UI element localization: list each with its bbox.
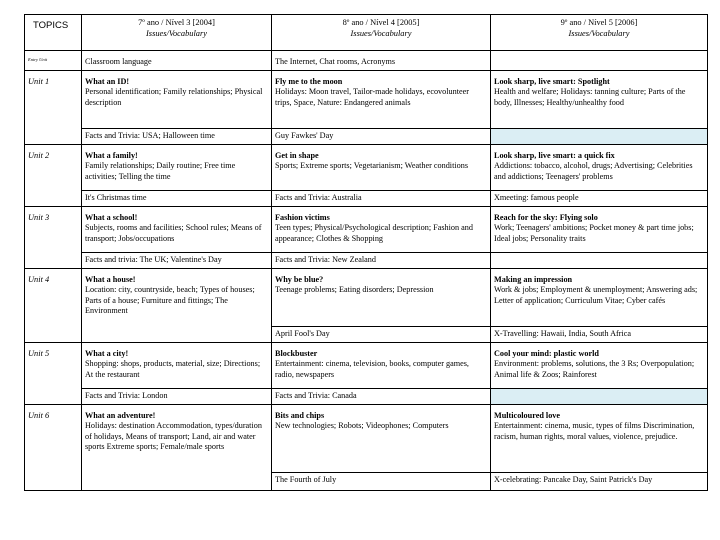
unit-1-facts-row bbox=[25, 128, 708, 144]
cell bbox=[491, 70, 708, 128]
facts-cell: Xmeeting: famous people bbox=[491, 190, 708, 206]
cell-title: What an adventure! bbox=[85, 410, 156, 420]
unit-2-facts-row bbox=[25, 190, 708, 206]
cell-title: Look sharp, live smart: a quick fix bbox=[494, 150, 615, 160]
row-label: Unit 1 bbox=[25, 70, 82, 144]
cell bbox=[82, 144, 272, 190]
row-label: Unit 4 bbox=[25, 268, 82, 342]
column-header-year9 bbox=[491, 15, 708, 51]
cell bbox=[272, 268, 491, 326]
cell-title: Making an impression bbox=[494, 274, 573, 284]
facts-cell: Facts and trivia: The UK; Valentine's Day bbox=[82, 252, 272, 268]
cell bbox=[491, 268, 708, 326]
row-label: Unit 3 bbox=[25, 206, 82, 268]
cell-title: Fashion victims bbox=[275, 212, 330, 222]
facts-cell: Facts and Trivia: London bbox=[82, 388, 272, 404]
cell-description: Teenage problems; Eating disorders; Depression bbox=[275, 285, 434, 294]
cell bbox=[82, 206, 272, 252]
entry-unit-row bbox=[25, 51, 708, 71]
cell-title: What a school! bbox=[85, 212, 138, 222]
cell bbox=[491, 342, 708, 388]
facts-cell: Guy Fawkes' Day bbox=[272, 128, 491, 144]
unit-6-row bbox=[25, 404, 708, 472]
column-title: 9º ano / Nível 5 [2006] bbox=[560, 18, 638, 27]
topics-header: TOPICS bbox=[25, 15, 82, 51]
cell-description: Personal identification; Family relationships; Physical description bbox=[85, 87, 263, 107]
column-subtitle: Issues/Vocabulary bbox=[146, 28, 207, 38]
cell-description: Work & jobs; Employment & unemployment; Answering ads; Letter of application; Curriculum Vitae; Cyber cafés bbox=[494, 285, 698, 305]
unit-2-row bbox=[25, 144, 708, 190]
row-label: Entry Unit bbox=[25, 51, 82, 71]
cell-description: Holidays: destination Accommodation, types/duration of holidays, Means of transport; Land, air and water sports Extreme sports; Female/male sports bbox=[85, 421, 262, 451]
cell: Classroom language bbox=[82, 51, 272, 71]
cell-description: Sports; Extreme sports; Vegetarianism; Weather conditions bbox=[275, 161, 468, 170]
column-header-year7 bbox=[82, 15, 272, 51]
facts-cell: Facts and Trivia: New Zealand bbox=[272, 252, 491, 268]
cell-description: Holidays: Moon travel, Tailor-made holidays, ecovolunteer trips, Space, Nature: Endangered animals bbox=[275, 87, 469, 107]
cell-title: Cool your mind: plastic world bbox=[494, 348, 599, 358]
cell-description: Location: city, countryside, beach; Types of houses; Parts of a house; Furniture and fittings; The Environment bbox=[85, 285, 255, 315]
cell-description: Family relationships; Daily routine; Free time activities; Telling the time bbox=[85, 161, 236, 181]
cell-title: Look sharp, live smart: Spotlight bbox=[494, 76, 610, 86]
facts-cell: Facts and Trivia: Canada bbox=[272, 388, 491, 404]
cell-title: Blockbuster bbox=[275, 348, 318, 358]
cell-description: Work; Teenagers' ambitions; Pocket money & part time jobs; Ideal jobs; Personality traits bbox=[494, 223, 694, 243]
facts-cell: X-Travelling: Hawaii, India, South Africa bbox=[491, 326, 708, 342]
cell bbox=[272, 404, 491, 472]
unit-3-row bbox=[25, 206, 708, 252]
facts-cell bbox=[491, 252, 708, 268]
cell-description: Entertainment: cinema, music, types of films Discrimination, racism, human rights, moral values, violence, prejudice. bbox=[494, 421, 695, 441]
unit-5-facts-row bbox=[25, 388, 708, 404]
unit-3-facts-row bbox=[25, 252, 708, 268]
cell bbox=[82, 342, 272, 388]
facts-cell: It's Christmas time bbox=[82, 190, 272, 206]
cell bbox=[82, 268, 272, 342]
unit-5-row bbox=[25, 342, 708, 388]
cell-description: Entertainment: cinema, television, books, computer games, radio, newspapers bbox=[275, 359, 469, 379]
facts-cell: Facts and Trivia: USA; Halloween time bbox=[82, 128, 272, 144]
cell-title: What a family! bbox=[85, 150, 138, 160]
cell bbox=[272, 206, 491, 252]
facts-cell: X-celebrating: Pancake Day, Saint Patrick's Day bbox=[491, 472, 708, 490]
header-row bbox=[25, 15, 708, 51]
cell bbox=[272, 144, 491, 190]
cell bbox=[272, 342, 491, 388]
cell bbox=[82, 404, 272, 490]
column-header-year8 bbox=[272, 15, 491, 51]
cell-title: Fly me to the moon bbox=[275, 76, 343, 86]
cell bbox=[491, 51, 708, 71]
facts-cell: April Fool's Day bbox=[272, 326, 491, 342]
cell bbox=[491, 404, 708, 472]
column-title: 8º ano / Nível 4 [2005] bbox=[342, 18, 420, 27]
cell-description: Addictions: tobacco, alcohol, drugs; Advertising; Celebrities and addictions; Teenagers' problems bbox=[494, 161, 693, 181]
cell-title: Bits and chips bbox=[275, 410, 325, 420]
row-label: Unit 2 bbox=[25, 144, 82, 206]
cell-description: Teen types; Physical/Psychological description; Fashion and appearance; Clothes & Shopping bbox=[275, 223, 473, 243]
cell-title: What a house! bbox=[85, 274, 136, 284]
row-label: Unit 6 bbox=[25, 404, 82, 490]
facts-cell: Facts and Trivia: Australia bbox=[272, 190, 491, 206]
cell-title: What a city! bbox=[85, 348, 129, 358]
cell-description: New technologies; Robots; Videophones; Computers bbox=[275, 421, 449, 430]
unit-1-row bbox=[25, 70, 708, 128]
facts-cell: The Fourth of July bbox=[272, 472, 491, 490]
cell-title: Why be blue? bbox=[275, 274, 324, 284]
column-subtitle: Issues/Vocabulary bbox=[350, 28, 412, 38]
cell: The Internet, Chat rooms, Acronyms bbox=[272, 51, 491, 71]
cell-description: Environment: problems, solutions, the 3 Rs; Overpopulation; Animal life & Zoos; Rainforest bbox=[494, 359, 695, 379]
topics-table bbox=[24, 14, 708, 491]
facts-cell bbox=[491, 388, 708, 404]
cell-description: Subjects, rooms and facilities; School rules; Means of transport; Jobs/occupations bbox=[85, 223, 262, 243]
cell bbox=[491, 144, 708, 190]
column-subtitle: Issues/Vocabulary bbox=[568, 28, 630, 38]
unit-4-row bbox=[25, 268, 708, 326]
cell bbox=[82, 70, 272, 128]
cell bbox=[491, 206, 708, 252]
facts-cell bbox=[491, 128, 708, 144]
cell-description: Shopping: shops, products, material, size; Directions; At the restaurant bbox=[85, 359, 261, 379]
cell bbox=[272, 70, 491, 128]
cell-title: Reach for the sky: Flying solo bbox=[494, 212, 598, 222]
cell-title: Get in shape bbox=[275, 150, 319, 160]
row-label: Unit 5 bbox=[25, 342, 82, 404]
cell-description: Health and welfare; Holidays: tanning culture; Parts of the body, Illnesses; Healthy/unhealthy food bbox=[494, 87, 686, 107]
cell-title: Multicoloured love bbox=[494, 410, 561, 420]
cell-title: What an ID! bbox=[85, 76, 130, 86]
column-title: 7º ano / Nível 3 [2004] bbox=[138, 18, 215, 27]
